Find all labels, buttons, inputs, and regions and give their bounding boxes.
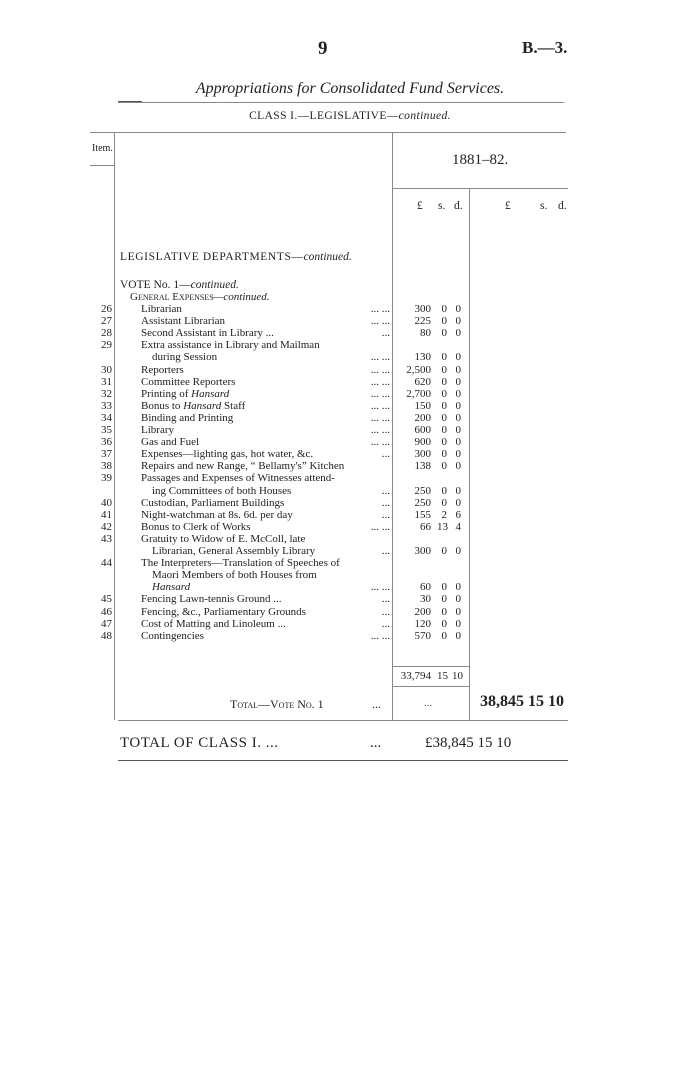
item-number: 42 xyxy=(101,520,112,533)
item-description xyxy=(141,497,388,509)
class-heading: CLASS I.—LEGISLATIVE—continued. xyxy=(249,110,451,122)
item-number: 30 xyxy=(101,363,112,376)
amount-pounds: 66 xyxy=(420,520,431,533)
description-text: ing Committees of both Houses xyxy=(152,484,292,497)
amount-shillings: 0 xyxy=(441,496,447,509)
amount-shillings: 0 xyxy=(441,605,447,618)
leader-dots: ... ... xyxy=(370,411,390,424)
amount-shillings: 0 xyxy=(441,315,447,328)
item-number: 48 xyxy=(101,629,112,642)
item-description xyxy=(141,388,388,400)
item-description xyxy=(141,364,388,376)
item-description xyxy=(152,485,388,497)
amount-pounds: 600 xyxy=(414,424,431,436)
table-row xyxy=(0,472,700,484)
amount-pounds: 570 xyxy=(414,629,431,642)
amount-shillings: 0 xyxy=(441,629,447,642)
amount-pence: 0 xyxy=(455,351,461,364)
pence-header: d. xyxy=(454,200,463,212)
amount-shillings: 0 xyxy=(441,448,447,461)
table-row xyxy=(0,521,700,533)
description-text: Binding and Printing xyxy=(141,411,234,424)
amount-pounds: 300 xyxy=(414,448,431,461)
amount-pence: 0 xyxy=(455,399,461,412)
top-rule xyxy=(118,102,564,103)
year-header: 1881–82. xyxy=(452,152,509,168)
leader-dots: ... xyxy=(381,593,390,606)
amount-pounds: 225 xyxy=(414,315,431,328)
amount-pounds: 150 xyxy=(414,399,431,412)
amount-shillings: 0 xyxy=(441,545,447,557)
table-row xyxy=(0,388,700,400)
amount-pence: 0 xyxy=(455,436,461,449)
amount-shillings: 0 xyxy=(441,593,447,606)
pence-header-right: d. xyxy=(558,200,567,212)
item-number: 44 xyxy=(101,557,112,570)
leader-dots: ... ... xyxy=(370,520,390,533)
amount-shillings: 0 xyxy=(441,424,447,436)
item-description xyxy=(152,545,388,557)
item-number: 39 xyxy=(101,472,112,485)
table-row xyxy=(0,424,700,436)
amount-shillings: 0 xyxy=(441,363,447,376)
document-reference: B.—3. xyxy=(522,38,568,57)
description-text: Library xyxy=(141,424,174,436)
amount-pounds: 80 xyxy=(420,327,431,340)
description-text: Night-watchman at 8s. 6d. per day xyxy=(141,508,293,521)
table-row xyxy=(0,533,700,545)
amount-shillings: 0 xyxy=(441,484,447,497)
amount-pence: 6 xyxy=(455,508,461,521)
amount-pence: 0 xyxy=(455,593,461,606)
item-number: 26 xyxy=(101,303,112,315)
description-text: Reporters xyxy=(141,363,184,376)
item-number: 33 xyxy=(101,399,112,412)
vote-total-placeholder: ... xyxy=(424,697,433,709)
item-number: 36 xyxy=(101,436,112,449)
leader-dots: ... xyxy=(381,484,390,497)
item-number: 32 xyxy=(101,387,112,400)
amount-pounds: 620 xyxy=(414,375,431,388)
amount-pence: 0 xyxy=(455,327,461,340)
leader-dots: ... ... xyxy=(370,387,390,400)
amount-pounds: 30 xyxy=(420,593,431,606)
description-text: Cost of Matting and Linoleum ... xyxy=(141,617,286,630)
amount-pounds: 200 xyxy=(414,411,431,424)
leader-dots: ... ... xyxy=(370,424,390,436)
item-description xyxy=(141,400,388,412)
description-text: Maori Members of both Houses from xyxy=(152,569,317,582)
table-row xyxy=(0,327,700,339)
amount-pounds: 250 xyxy=(414,484,431,497)
amount-pence: 0 xyxy=(455,303,461,315)
leader-dots: ... xyxy=(381,545,390,557)
description-text: Passages and Expenses of Witnesses attend- xyxy=(141,472,335,485)
table-row xyxy=(0,545,700,557)
page-number: 9 xyxy=(318,38,328,59)
class-total-leader: ... xyxy=(370,735,382,751)
description-text: Expenses—lighting gas, hot water, &c. xyxy=(141,448,314,461)
amount-pence: 0 xyxy=(455,605,461,618)
leader-dots: ... ... xyxy=(370,581,390,594)
page-subtitle: Appropriations for Consolidated Fund Services. xyxy=(195,80,505,97)
description-italic: Hansard xyxy=(183,399,222,412)
table-row xyxy=(0,400,700,412)
amount-pence: 0 xyxy=(455,484,461,497)
description-text: Librarian xyxy=(141,303,182,315)
table-bottom-rule xyxy=(118,720,568,721)
item-description xyxy=(141,533,388,545)
amount-shillings: 2 xyxy=(441,508,447,521)
amount-pence: 0 xyxy=(455,545,461,557)
table-row xyxy=(0,509,700,521)
amount-pounds: 60 xyxy=(420,581,431,594)
item-description xyxy=(141,460,388,472)
subtotal-pence: 10 xyxy=(452,670,463,682)
item-number: 41 xyxy=(101,508,112,521)
leader-dots: ... xyxy=(381,605,390,618)
amount-pence: 0 xyxy=(455,581,461,594)
item-description xyxy=(141,448,388,460)
amount-pence: 0 xyxy=(455,411,461,424)
item-number: 40 xyxy=(101,496,112,509)
item-description xyxy=(141,557,388,569)
leader-dots: ... ... xyxy=(370,303,390,315)
leader-dots: ... ... xyxy=(370,375,390,388)
amount-pence: 0 xyxy=(455,448,461,461)
amount-pounds: 155 xyxy=(414,508,431,521)
item-description xyxy=(141,521,388,533)
amount-pounds: 130 xyxy=(414,351,431,364)
amount-pounds: 2,700 xyxy=(406,387,431,400)
amount-pounds: 900 xyxy=(414,436,431,449)
year-header-rule xyxy=(392,188,568,189)
description-text: Gas and Fuel xyxy=(141,436,200,449)
table-row xyxy=(0,606,700,618)
item-description xyxy=(141,376,388,388)
table-row xyxy=(0,593,700,605)
description-text: Printing of xyxy=(141,387,192,400)
item-number: 27 xyxy=(101,315,112,328)
item-number: 34 xyxy=(101,411,112,424)
vote-total-label: Total—Vote No. 1 xyxy=(230,697,324,711)
item-description xyxy=(152,351,388,363)
class-total-amount: £38,845 15 10 xyxy=(425,735,512,751)
item-description xyxy=(141,606,388,618)
amount-shillings: 0 xyxy=(441,460,447,473)
item-description xyxy=(141,618,388,630)
amount-pounds: 138 xyxy=(414,460,431,473)
item-number: 45 xyxy=(101,593,112,606)
shillings-header-right: s. xyxy=(540,200,548,212)
table-row xyxy=(0,412,700,424)
amount-pounds: 120 xyxy=(414,617,431,630)
amount-pounds: 250 xyxy=(414,496,431,509)
description-italic: Hansard xyxy=(152,581,191,594)
item-number: 28 xyxy=(101,327,112,340)
item-number: 31 xyxy=(101,375,112,388)
table-row xyxy=(0,497,700,509)
leader-dots: ... ... xyxy=(370,315,390,328)
item-description xyxy=(141,593,388,605)
section-heading: LEGISLATIVE DEPARTMENTS—continued. xyxy=(120,251,352,263)
leader-dots: ... xyxy=(381,327,390,340)
item-number: 46 xyxy=(101,605,112,618)
description-text: Fencing, &c., Parliamentary Grounds xyxy=(141,605,306,618)
table-row xyxy=(0,436,700,448)
description-text: Gratuity to Widow of E. McColl, late xyxy=(141,532,306,545)
item-description xyxy=(152,569,388,581)
general-expenses-heading: General Expenses—continued. xyxy=(130,291,270,303)
amount-pence: 0 xyxy=(455,387,461,400)
amount-pence: 4 xyxy=(455,520,461,533)
vote-total-leader: ... xyxy=(372,697,381,711)
description-text: Extra assistance in Library and Mailman xyxy=(141,339,320,352)
amount-shillings: 0 xyxy=(441,375,447,388)
amount-pence: 0 xyxy=(455,617,461,630)
leader-dots: ... ... xyxy=(370,399,390,412)
description-text: Second Assistant in Library ... xyxy=(141,327,274,340)
item-header-rule xyxy=(90,165,114,166)
item-number: 29 xyxy=(101,339,112,352)
item-description xyxy=(141,436,388,448)
table-row xyxy=(0,485,700,497)
table-top-rule xyxy=(90,132,566,133)
item-number: 35 xyxy=(101,424,112,436)
amount-pence: 0 xyxy=(455,460,461,473)
leader-dots: ... xyxy=(381,508,390,521)
amount-pence: 0 xyxy=(455,375,461,388)
amount-shillings: 0 xyxy=(441,581,447,594)
item-description xyxy=(141,509,388,521)
subtotal-shillings: 15 xyxy=(437,670,448,682)
item-description xyxy=(141,315,388,327)
amount-pence: 0 xyxy=(455,363,461,376)
table-row xyxy=(0,630,700,642)
class-total-label: TOTAL OF CLASS I. ... xyxy=(120,735,279,751)
description-italic: Hansard xyxy=(191,387,230,400)
leader-dots: ... ... xyxy=(370,351,390,364)
description-text: Bonus to xyxy=(141,399,184,412)
leader-dots: ... ... xyxy=(370,436,390,449)
table-row xyxy=(0,448,700,460)
item-description xyxy=(141,472,388,484)
item-description xyxy=(141,303,388,315)
amount-pence: 0 xyxy=(455,424,461,436)
description-text: Librarian, General Assembly Library xyxy=(152,545,316,557)
item-number: 43 xyxy=(101,532,112,545)
table-row xyxy=(0,303,700,315)
amount-pounds: 2,500 xyxy=(406,363,431,376)
item-description xyxy=(152,581,388,593)
description-text: The Interpreters—Translation of Speeches of xyxy=(141,557,340,570)
amount-pence: 0 xyxy=(455,629,461,642)
subtotal-pounds: 33,794 xyxy=(400,670,431,682)
amount-pounds: 200 xyxy=(414,605,431,618)
leader-dots: ... ... xyxy=(370,629,390,642)
table-row xyxy=(0,581,700,593)
table-row xyxy=(0,339,700,351)
shillings-header: s. xyxy=(438,200,446,212)
item-number: 37 xyxy=(101,448,112,461)
item-description xyxy=(141,339,388,351)
description-tail: Staff xyxy=(221,399,246,412)
amount-shillings: 0 xyxy=(441,411,447,424)
subtotal-rule-bottom xyxy=(393,686,469,687)
table-row xyxy=(0,557,700,569)
item-number: 38 xyxy=(101,460,112,473)
amount-pounds: 300 xyxy=(414,545,431,557)
table-row xyxy=(0,569,700,581)
table-row xyxy=(0,460,700,472)
table-row xyxy=(0,315,700,327)
item-description xyxy=(141,630,388,642)
amount-shillings: 0 xyxy=(441,303,447,315)
amount-shillings: 0 xyxy=(441,387,447,400)
leader-dots: ... xyxy=(381,617,390,630)
pound-header-right: £ xyxy=(505,200,511,212)
pound-header: £ xyxy=(417,200,423,212)
amount-pence: 0 xyxy=(455,496,461,509)
item-number: 47 xyxy=(101,617,112,630)
leader-dots: ... xyxy=(381,448,390,461)
item-description xyxy=(141,412,388,424)
table-row xyxy=(0,351,700,363)
amount-pence: 0 xyxy=(455,315,461,328)
description-text: Assistant Librarian xyxy=(141,315,226,328)
item-description xyxy=(141,424,388,436)
description-text: Repairs and new Range, “ Bellamy's” Kitchen xyxy=(141,460,345,473)
description-text: Custodian, Parliament Buildings xyxy=(141,496,285,509)
description-text: Committee Reporters xyxy=(141,375,236,388)
amount-shillings: 0 xyxy=(441,617,447,630)
subtotal-rule xyxy=(393,666,469,667)
amount-shillings: 0 xyxy=(441,436,447,449)
amount-shillings: 0 xyxy=(441,327,447,340)
description-text: during Session xyxy=(152,351,218,364)
leader-dots: ... xyxy=(381,496,390,509)
vote-total-amount: 38,845 15 10 xyxy=(480,693,564,710)
leader-dots: ... ... xyxy=(370,363,390,376)
table-row xyxy=(0,376,700,388)
amount-shillings: 0 xyxy=(441,351,447,364)
page-bottom-rule xyxy=(118,760,568,761)
description-text: Bonus to Clerk of Works xyxy=(141,520,251,533)
table-row xyxy=(0,618,700,630)
amount-shillings: 13 xyxy=(437,520,448,533)
amount-shillings: 0 xyxy=(441,399,447,412)
amount-pounds: 300 xyxy=(414,303,431,315)
item-column-header: Item. xyxy=(92,143,113,154)
table-row xyxy=(0,364,700,376)
description-text: Fencing Lawn-tennis Ground ... xyxy=(141,593,282,606)
vote-heading: VOTE No. 1—continued. xyxy=(120,279,239,291)
item-description xyxy=(141,327,388,339)
description-text: Contingencies xyxy=(141,629,204,642)
